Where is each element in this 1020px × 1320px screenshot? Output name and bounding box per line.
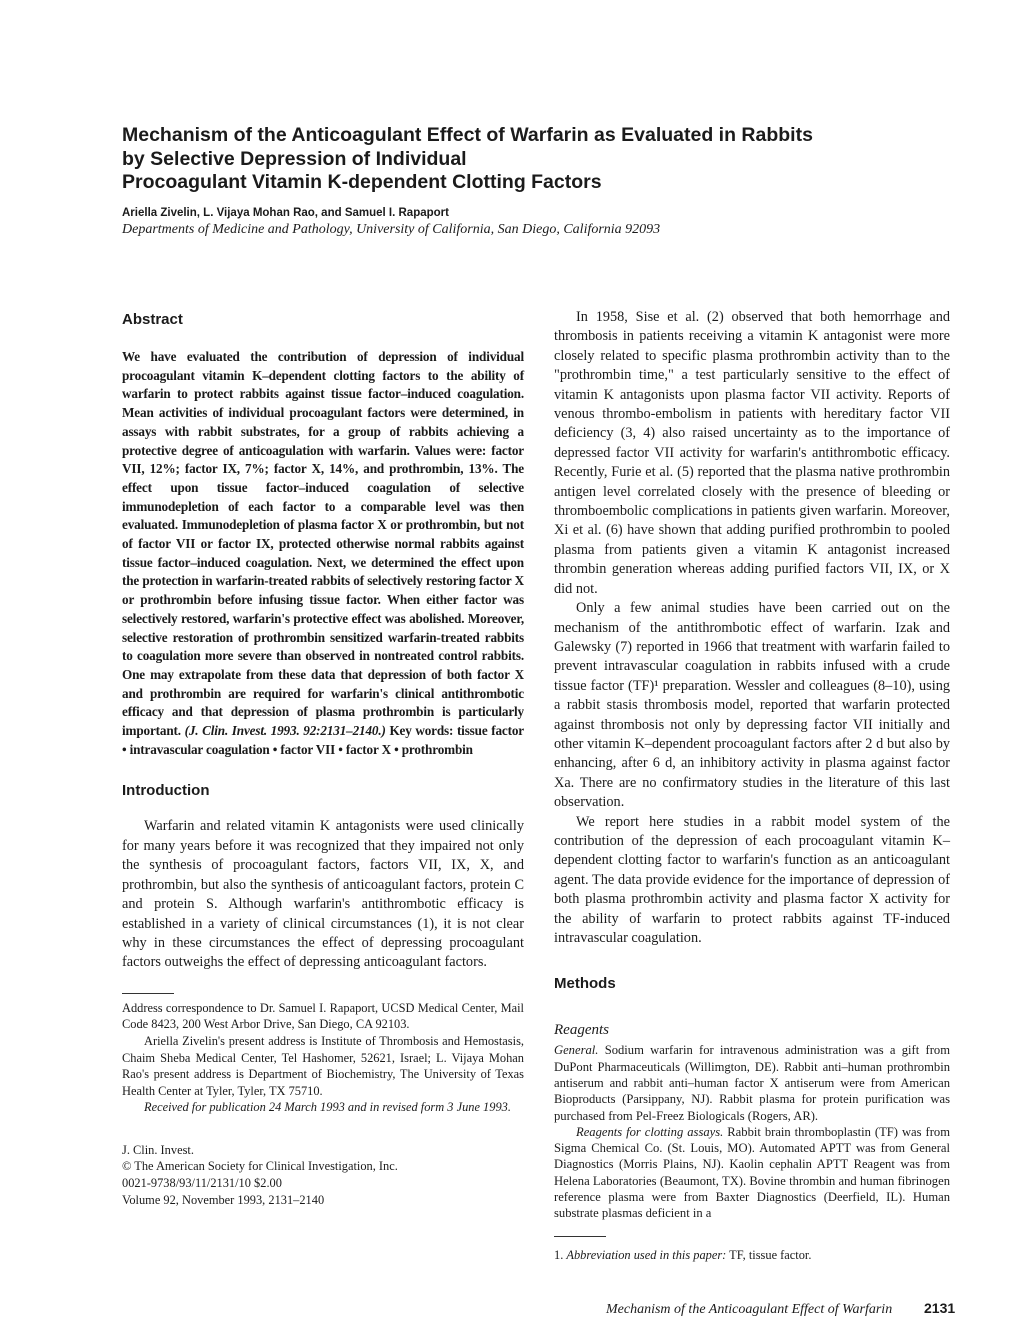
copyright-line: © The American Society for Clinical Investigation, Inc. — [122, 1159, 398, 1174]
introduction-paragraph-1: Warfarin and related vitamin K antagonists were used clinically for many years before it was recognized that they impaired not only the synthesis of procoagulant factors, factors VII, IX, X, and prothrombin, but also the synthesis of anticoagulant factors, protein C and protein S. Although warfarin's antithrombotic efficacy is established in a variety of clinical circumstances (1), it is not clear why in these circumstances the effect of depressing procoagulant factors outweighs the effect of depressing anticoagulant factors. — [122, 818, 524, 971]
introduction-paragraph-2: In 1958, Sise et al. (2) observed that both hemorrhage and thrombosis in patients receiving a vitamin K antagonist were more closely related to specific plasma prothrombin activity than to the "prothrombin time," a test particularly sensitive to the effect of vitamin K antagonists upon plasma factor VII activity. Reports of venous thrombo-embolism in patients with hereditary factor VII deficiency (3, 4) also raised uncertainty as to the importance of depressed factor VII activity for warfarin's antithrombotic efficacy. Recently, Furie et al. (5) reported that the plasma native prothrombin antigen level correlated closely with the presence of bleeding or thromboembolic complications in patients given warfarin. Moreover, Xi et al. (6) have shown that adding purified prothrombin to pooled plasma from patients given a vitamin K antagonist increased thrombin generation whereas adding purified factors VII, IX, or X did not. — [554, 309, 950, 597]
introduction-paragraph-4: We report here studies in a rabbit model system of the contribution of the depression of each procoagulant vitamin K–dependent clotting factor to warfarin's function as an anticoagulant agent. The data provide evidence for the importance of depression of both plasma prothrombin activity and plasma factor X activity for the ability of warfarin to protect rabbits against TF-induced intravascular coagulation. — [554, 813, 950, 946]
methods-heading: Methods — [554, 975, 616, 993]
article-title — [122, 124, 922, 195]
received-footnote: Received for publication 24 March 1993 and in revised form 3 June 1993. — [144, 1100, 511, 1115]
right-column — [554, 308, 950, 1263]
address-footnote: Ariella Zivelin's present address is Institute of Thrombosis and Hemostasis, Chaim Sheba Medical Center, Tel Hashomer, 52621, Israel; L. Vijaya Mohan Rao's present address is Department of Biochemistry, The University of Texas Health Center at Tyler, Tyler, TX 75710. — [122, 1033, 524, 1098]
reagents-subheading: Reagents — [554, 1022, 609, 1039]
abstract-heading: Abstract — [122, 311, 183, 328]
title-line-1: Mechanism of the Anticoagulant Effect of Warfarin as Evaluated in Rabbits — [122, 124, 813, 146]
general-text: Sodium warfarin for intravenous administration was a gift from DuPont Pharmaceuticals (Willimgton, DE). Rabbit anti–human prothrombin antiserum and rabbit anti–human factor X antiserum were from American Bioproducts (Parsippany, NJ). Rabbit plasma for protein purification was purchased from Pel-Freez Biologicals (Rogers, AR). — [554, 1043, 950, 1123]
affiliation: Departments of Medicine and Pathology, University of California, San Diego, California 92093 — [122, 221, 661, 237]
abbrev-number: 1. — [554, 1247, 567, 1262]
abbrev-text: TF, tissue factor. — [726, 1247, 812, 1262]
abstract-body — [122, 348, 524, 759]
issn-line: 0021-9738/93/11/2131/10 $2.00 — [122, 1176, 282, 1191]
left-column — [122, 308, 524, 1208]
correspondence-footnote: Address correspondence to Dr. Samuel I. Rapaport, UCSD Medical Center, Mail Code 8423, 200 West Arbor Drive, San Diego, CA 92103. — [122, 1000, 524, 1032]
volume-line: Volume 92, November 1993, 2131–2140 — [122, 1192, 325, 1207]
abstract-keywords: Key words: tissue factor • intravascular coagulation • factor VII • factor X • prothrombin — [122, 723, 524, 757]
abbrev-label: Abbreviation used in this paper: — [566, 1247, 727, 1262]
introduction-paragraph-3: Only a few animal studies have been carried out on the mechanism of the antithrombotic effect of warfarin. Izak and Galewsky (7) reported in 1966 that treatment with warfarin failed to prevent intravascular coagulation in rabbits infused with a crude tissue factor (TF)¹ preparation. Wessler and colleagues (8–10), using a rabbit stasis thrombosis model, reported that warfarin protected against thrombosis not only by depressing factor VII initially and other vitamin K–dependent procoagulant factors after 2 d but also by enhancing, after 6 d, an inhibitory activity in plasma against factor Xa. There are no confirmatory studies in the literature of this last observation. — [554, 600, 950, 811]
title-line-2: by Selective Depression of Individual — [122, 147, 467, 170]
journal-name: J. Clin. Invest. — [122, 1142, 194, 1157]
general-label: General. — [554, 1043, 599, 1058]
journal-info — [122, 1142, 524, 1208]
title-block — [122, 124, 922, 239]
running-footer: Mechanism of the Anticoagulant Effect of Warfarin — [606, 1302, 893, 1317]
abbreviation-footnote — [554, 1247, 950, 1263]
abbreviation-divider — [554, 1236, 606, 1237]
title-line-3: Procoagulant Vitamin K-dependent Clotting Factors — [122, 171, 602, 193]
author-list: Ariella Zivelin, L. Vijaya Mohan Rao, and Samuel I. Rapaport — [122, 206, 449, 219]
reagents-general-paragraph — [554, 1042, 950, 1123]
reagents-clotting-paragraph — [554, 1124, 950, 1222]
reagents-body — [554, 1042, 950, 1221]
abstract-text: We have evaluated the contribution of depression of individual procoagulant vitamin K–dependent clotting factors to the ability of warfarin to protect rabbits against tissue factor–induced coagulation. Mean activities of individual procoagulant factors were determined, in assays with rabbit substrates, for a group of rabbits achieving a protective degree of anticoagulation with warfarin. Values were: factor VII, 12%; factor IX, 7%; factor X, 14%, and prothrombin, 13%. The effect upon tissue factor–induced coagulation of selective immunodepletion of each factor to a comparable level was then evaluated. Immunodepletion of plasma factor X or prothrombin, but not of factor VII or factor IX, protected otherwise normal rabbits against tissue factor–induced coagulation. Next, we determined the effect upon the protection in warfarin-treated rabbits of selectively restoring factor X or prothrombin before infusing tissue factor. When either factor was selectively restored, warfarin's protective effect was abolished. Moreover, selective restoration of prothrombin sensitized warfarin-treated rabbits to coagulation more severe than observed in nontreated control rabbits. One may extrapolate from these data that depression of both factor X and prothrombin are required for warfarin's clinical antithrombotic efficacy and that depression of plasma prothrombin is particularly important. — [122, 349, 524, 739]
introduction-heading: Introduction — [122, 782, 210, 800]
clotting-text: Rabbit brain thromboplastin (TF) was from Sigma Chemical Co. (St. Louis, MO). Automated APTT was from General Diagnostics (Morris Plains, NJ). Kaolin cephalin APTT Reagent was from Helena Laboratories (Beaumont, TX). Bovine thrombin and human fibrinogen reference plasma were from Baxter Diagnostics (Deerfield, IL). Human substrate plasmas deficient in a — [554, 1124, 951, 1221]
abstract-citation: (J. Clin. Invest. 1993. 92:2131–2140.) — [184, 723, 386, 739]
footnote-divider — [122, 993, 174, 994]
clotting-label: Reagents for clotting assays. — [576, 1124, 724, 1139]
page-number: 2131 — [924, 1300, 956, 1316]
footnotes — [122, 1000, 524, 1116]
